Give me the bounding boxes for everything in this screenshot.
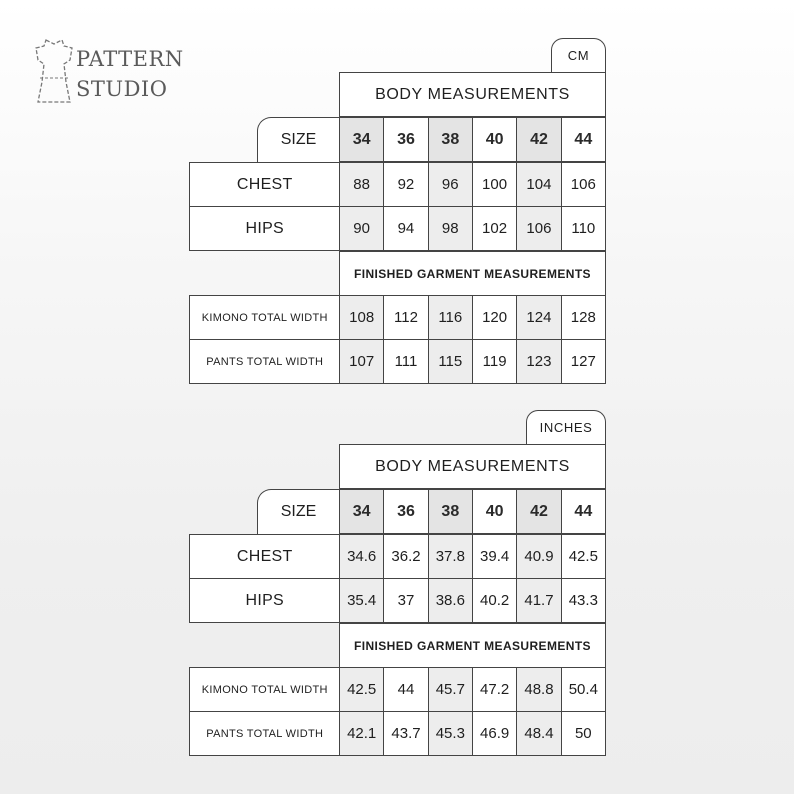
value-cell: 123 [517,340,561,384]
value-cell: 108 [340,296,384,340]
value-cell: 112 [384,296,428,340]
size-label: SIZE [257,489,339,534]
body-row-labels [189,162,340,251]
value-cell: 98 [428,207,472,251]
value-cell: 116 [428,296,472,340]
value-cell: 128 [561,296,605,340]
value-cell: 37.8 [428,535,472,579]
size-row [339,489,606,534]
size-cell: 40 [472,490,516,534]
value-cell: 50.4 [561,668,605,712]
value-cell: 102 [472,207,516,251]
size-cell: 42 [517,490,561,534]
body-values [339,534,606,623]
value-cell: 42.1 [340,712,384,756]
value-cell: 42.5 [561,535,605,579]
value-cell: 47.2 [472,668,516,712]
value-cell: 111 [384,340,428,384]
body-values [339,162,606,251]
value-cell: 40.2 [472,579,516,623]
value-cell: 46.9 [472,712,516,756]
value-cell: 41.7 [517,579,561,623]
hips-row [340,579,606,623]
body-measurements-header: BODY MEASUREMENTS [339,444,606,489]
chest-row [340,535,606,579]
brand-line-2: STUDIO [76,77,168,101]
value-cell: 88 [340,163,384,207]
size-label: SIZE [257,117,339,162]
value-cell: 106 [517,207,561,251]
kimono-label: KIMONO TOTAL WIDTH [190,668,340,712]
brand-logo [34,38,204,108]
value-cell: 124 [517,296,561,340]
chest-label: CHEST [190,163,340,207]
finished-row-labels [189,295,340,384]
value-cell: 104 [517,163,561,207]
pants-label: PANTS TOTAL WIDTH [190,712,340,756]
value-cell: 45.3 [428,712,472,756]
size-cell: 36 [384,490,428,534]
kimono-label: KIMONO TOTAL WIDTH [190,296,340,340]
finished-garment-header: FINISHED GARMENT MEASUREMENTS [339,623,606,667]
chest-row [340,163,606,207]
finished-values [339,295,606,384]
chest-label: CHEST [190,535,340,579]
kimono-row [340,668,606,712]
hips-label: HIPS [190,579,340,623]
value-cell: 35.4 [340,579,384,623]
finished-row-labels [189,667,340,756]
finished-values [339,667,606,756]
value-cell: 37 [384,579,428,623]
value-cell: 106 [561,163,605,207]
hips-label: HIPS [190,207,340,251]
finished-garment-header: FINISHED GARMENT MEASUREMENTS [339,251,606,295]
body-measurements-header: BODY MEASUREMENTS [339,72,606,117]
size-cell: 42 [517,118,561,162]
size-cell: 34 [340,490,384,534]
unit-tab-cm: CM [551,38,606,72]
value-cell: 90 [340,207,384,251]
size-cell: 44 [561,490,605,534]
size-cell: 44 [561,118,605,162]
value-cell: 38.6 [428,579,472,623]
dress-form-icon [34,38,74,104]
pants-row [340,712,606,756]
pants-row [340,340,606,384]
value-cell: 107 [340,340,384,384]
value-cell: 110 [561,207,605,251]
value-cell: 43.7 [384,712,428,756]
value-cell: 96 [428,163,472,207]
value-cell: 120 [472,296,516,340]
value-cell: 44 [384,668,428,712]
brand-line-1: PATTERN [76,47,184,71]
size-chart-inches [189,410,606,756]
hips-row [340,207,606,251]
value-cell: 50 [561,712,605,756]
pants-label: PANTS TOTAL WIDTH [190,340,340,384]
value-cell: 45.7 [428,668,472,712]
value-cell: 43.3 [561,579,605,623]
value-cell: 127 [561,340,605,384]
value-cell: 100 [472,163,516,207]
size-cell: 36 [384,118,428,162]
size-row [339,117,606,162]
value-cell: 40.9 [517,535,561,579]
value-cell: 92 [384,163,428,207]
value-cell: 48.4 [517,712,561,756]
value-cell: 42.5 [340,668,384,712]
size-cell: 40 [472,118,516,162]
size-chart-cm [189,38,606,384]
value-cell: 119 [472,340,516,384]
value-cell: 94 [384,207,428,251]
size-cell: 38 [428,118,472,162]
value-cell: 115 [428,340,472,384]
size-cell: 34 [340,118,384,162]
value-cell: 36.2 [384,535,428,579]
body-row-labels [189,534,340,623]
kimono-row [340,296,606,340]
value-cell: 34.6 [340,535,384,579]
size-cell: 38 [428,490,472,534]
unit-tab-inches: INCHES [526,410,606,444]
value-cell: 39.4 [472,535,516,579]
value-cell: 48.8 [517,668,561,712]
brand-name [76,44,184,104]
